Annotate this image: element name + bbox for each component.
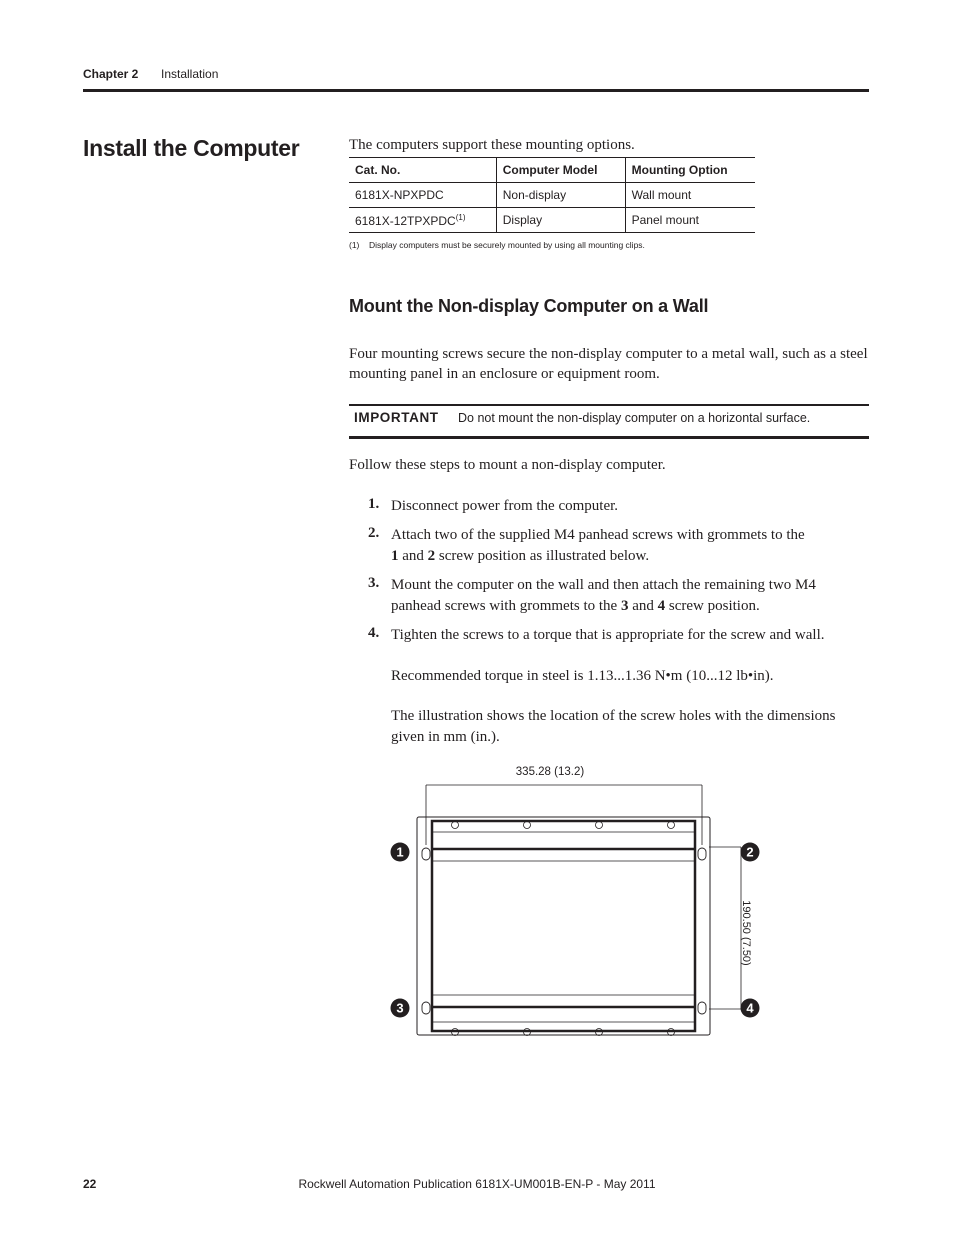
table-footnote <box>349 240 645 250</box>
footnote-text: Display computers must be securely mounted by using all mounting clips. <box>369 240 645 250</box>
table-cell-cat-no <box>349 208 496 233</box>
paragraph-intro: Four mounting screws secure the non-display computer to a metal wall, such as a steel mounting panel in an enclosure or equipment room. <box>349 346 868 382</box>
chapter-label: Chapter 2 <box>83 67 139 81</box>
table-cell-cat-no <box>349 183 496 208</box>
paragraph-steps-intro: Follow these steps to mount a non-display computer. <box>349 457 666 473</box>
step-number: 3. <box>368 575 380 591</box>
table-cell-model: Non-display <box>496 183 625 208</box>
height-dimension-label: 190.50 (7.50) <box>740 900 752 966</box>
header-divider <box>83 89 869 92</box>
cat-no-value: 6181X-NPXPDC <box>355 188 444 202</box>
table-header-row <box>349 158 755 183</box>
callout-2 <box>741 843 760 862</box>
column-header-mounting-option: Mounting Option <box>625 158 755 183</box>
footnote-ref: (1) <box>455 212 466 222</box>
table-cell-option: Panel mount <box>625 208 755 233</box>
svg-text:4: 4 <box>746 1000 754 1016</box>
step-text: Mount the computer on the wall and then attach the remaining two M4 panhead screws with grommets to the 3 and 4 screw position. <box>391 577 816 614</box>
section-title: Install the Computer <box>83 135 300 161</box>
step-text: Tighten the screws to a torque that is appropriate for the screw and wall. <box>391 627 825 643</box>
table-cell-option: Wall mount <box>625 183 755 208</box>
keyhole-holes <box>422 848 706 1014</box>
callout-4 <box>741 999 760 1018</box>
subsection-title: Mount the Non-display Computer on a Wall <box>349 296 709 316</box>
table-cell-model: Display <box>496 208 625 233</box>
torque-note: Recommended torque in steel is 1.13...1.36 N•m (10...12 lb•in). <box>391 668 774 684</box>
column-header-computer-model: Computer Model <box>496 158 625 183</box>
table-row <box>349 208 755 233</box>
page-number: 22 <box>83 1177 97 1191</box>
svg-text:3: 3 <box>396 1000 404 1016</box>
section-label: Installation <box>161 67 219 81</box>
svg-text:1: 1 <box>396 844 404 860</box>
important-text: Do not mount the non-display computer on a horizontal surface. <box>458 411 811 425</box>
table-row <box>349 183 755 208</box>
top-screws <box>452 822 675 1036</box>
step-number: 2. <box>368 525 380 541</box>
step-number: 1. <box>368 496 380 512</box>
publication-footer: Rockwell Automation Publication 6181X-UM001B-EN-P - May 2011 <box>298 1177 656 1191</box>
step-text: Attach two of the supplied M4 panhead screws with grommets to the 1 and 2 screw position as illustrated below. <box>391 527 805 564</box>
chassis-body <box>432 821 695 1031</box>
footnote-mark: (1) <box>349 240 360 250</box>
width-dimension-label: 335.28 (13.2) <box>515 766 585 778</box>
important-label: IMPORTANT <box>354 410 439 425</box>
step-text: Disconnect power from the computer. <box>391 498 619 514</box>
callout-1 <box>391 843 410 862</box>
column-header-cat-no: Cat. No. <box>349 158 496 183</box>
step-number: 4. <box>368 625 380 641</box>
svg-text:2: 2 <box>746 844 754 860</box>
illustration-note: The illustration shows the location of the screw holes with the dimensions given in mm (in.). <box>391 708 836 745</box>
mounting-options-table <box>349 157 755 233</box>
cat-no-value: 6181X-12TPXPDC <box>355 213 456 228</box>
intro-text: The computers support these mounting options. <box>349 137 635 153</box>
callout-3 <box>391 999 410 1018</box>
mounting-hole-diagram <box>385 760 785 1045</box>
